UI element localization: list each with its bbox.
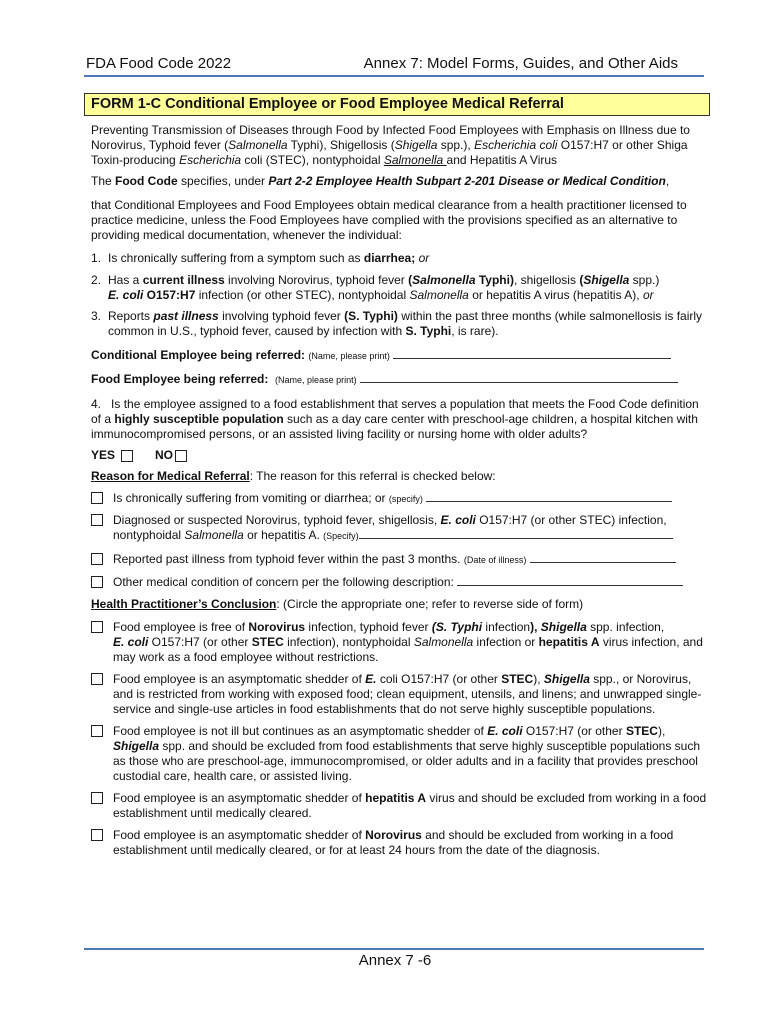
form-title: FORM 1-C Conditional Employee or Food Employee Medical Referral	[84, 93, 710, 116]
food-employee-name-field[interactable]	[360, 372, 678, 383]
reason-4: Other medical condition of concern per the following description:	[91, 575, 711, 590]
criteria-item-2: 2. Has a current illness involving Norovirus, typhoid fever (Salmonella Typhi), shigellosis (Shigella spp.) E. coli O157:H7 infection (or other STEC), nontyphoidal Salmonella or hepatitis A virus (hepatitis A), or	[91, 273, 660, 302]
reason-3-field[interactable]	[530, 552, 676, 563]
reason-3: Reported past illness from typhoid fever within the past 3 months. (Date of illness)	[91, 552, 711, 568]
conclusion-3: Food employee is not ill but continues as an asymptomatic shedder of E. coli O157:H7 (or other STEC), Shigella spp. and should be excluded from food establishments that serve highly susceptible populations such as those who are preschool-age, immunocompromised, or older adults and in a facility that provides preschool custodial care, health care, or assisted living.	[91, 724, 711, 784]
conclusion-2: Food employee is an asymptomatic shedder of E. coli O157:H7 (or other STEC), Shigella spp., or Norovirus, and is restricted from working with exposed food; clean equipment, utensils, and linens; and unwrapped single-service and single-use articles in food establishments that do not serve highly susceptible populations.	[91, 672, 711, 717]
intro-paragraph: Preventing Transmission of Diseases through Food by Infected Food Employees with Emphasis on Illness due to Norovirus, Typhoid fever (Salmonella Typhi), Shigellosis (Shigella spp.), Escherichia coli O157:H7 or other Shiga Toxin-producing Escherichia coli (STEC), nontyphoidal Salmonella and Hepatitis A Virus	[91, 123, 690, 167]
hsp-yes-no	[91, 448, 711, 463]
criteria-item-3: 3. Reports past illness involving typhoid fever (S. Typhi) within the past three months (while salmonellosis is fairly common in U.S., typhoid fever, caused by infection with S. Typhi, is rare).	[91, 309, 703, 338]
reason-4-checkbox[interactable]	[91, 576, 103, 588]
reason-1-checkbox[interactable]	[91, 492, 103, 504]
yes-checkbox[interactable]	[121, 450, 133, 462]
header-right: Annex 7: Model Forms, Guides, and Other Aids	[363, 55, 678, 72]
conclusion-5-checkbox[interactable]	[91, 829, 103, 841]
conclusion-3-checkbox[interactable]	[91, 725, 103, 737]
specifies-paragraph: The Food Code specifies, under Part 2-2 Employee Health Subpart 2-201 Disease or Medical Condition,	[91, 174, 670, 188]
reason-1: Is chronically suffering from vomiting or diarrhea; or (specify)	[91, 491, 711, 507]
no-checkbox[interactable]	[175, 450, 187, 462]
reason-2-checkbox[interactable]	[91, 514, 103, 526]
conclusion-1: Food employee is free of Norovirus infection, typhoid fever (S. Typhi infection), Shigella spp. infection, E. coli O157:H7 (or other STEC infection), nontyphoidal Salmonella infection or hepatitis A virus infection, and may work as a food employee without restrictions.	[91, 620, 711, 665]
reason-2: Diagnosed or suspected Norovirus, typhoid fever, shigellosis, E. coli O157:H7 (or other STEC) infection, nontyphoidal Salmonella or hepatitis A. (Specify)	[91, 513, 711, 544]
form-body	[91, 123, 711, 864]
conclusion-1-checkbox[interactable]	[91, 621, 103, 633]
reason-3-checkbox[interactable]	[91, 553, 103, 565]
reason-heading: Reason for Medical Referral: The reason for this referral is checked below:	[91, 469, 496, 483]
conditional-employee-line: Conditional Employee being referred: (Name, please print)	[91, 348, 711, 364]
conclusion-2-checkbox[interactable]	[91, 673, 103, 685]
page-header	[84, 55, 704, 77]
reason-2-field[interactable]	[359, 528, 673, 539]
conditional-employee-name-field[interactable]	[393, 348, 671, 359]
criteria-item-4: 4. Is the employee assigned to a food establishment that serves a population that meets the Food Code definition of a highly susceptible population such as a day care center with preschool-age children, a hospital kitchen with immunocompromised persons, or an assisted living facility or nursing home with older adults?	[91, 397, 699, 441]
footer-rule	[84, 948, 704, 950]
reason-4-field[interactable]	[457, 575, 683, 586]
yes-label: YES	[91, 448, 116, 462]
conclusion-heading: Health Practitioner’s Conclusion: (Circle the appropriate one; refer to reverse side of form)	[91, 597, 584, 611]
food-employee-line: Food Employee being referred: (Name, please print)	[91, 372, 711, 388]
conclusion-4: Food employee is an asymptomatic shedder of hepatitis A virus and should be excluded from working in a food establishment until medically cleared.	[91, 791, 711, 821]
conclusion-5: Food employee is an asymptomatic shedder of Norovirus and should be excluded from working in a food establishment until medically cleared, or for at least 24 hours from the date of the diagnosis.	[91, 828, 711, 858]
criteria-item-1: 1. Is chronically suffering from a symptom such as diarrhea; or	[91, 251, 430, 265]
reason-1-field[interactable]	[426, 491, 672, 502]
no-label: NO	[155, 448, 174, 462]
header-left: FDA Food Code 2022	[86, 55, 232, 72]
page-number: Annex 7 -6	[358, 952, 432, 969]
clearance-paragraph: that Conditional Employees and Food Employees obtain medical clearance from a health practitioner licensed to practice medicine, unless the Food Employees have complied with the provisions specified as an alternative to providing medical documentation, whenever the individual:	[91, 198, 687, 242]
conclusion-4-checkbox[interactable]	[91, 792, 103, 804]
